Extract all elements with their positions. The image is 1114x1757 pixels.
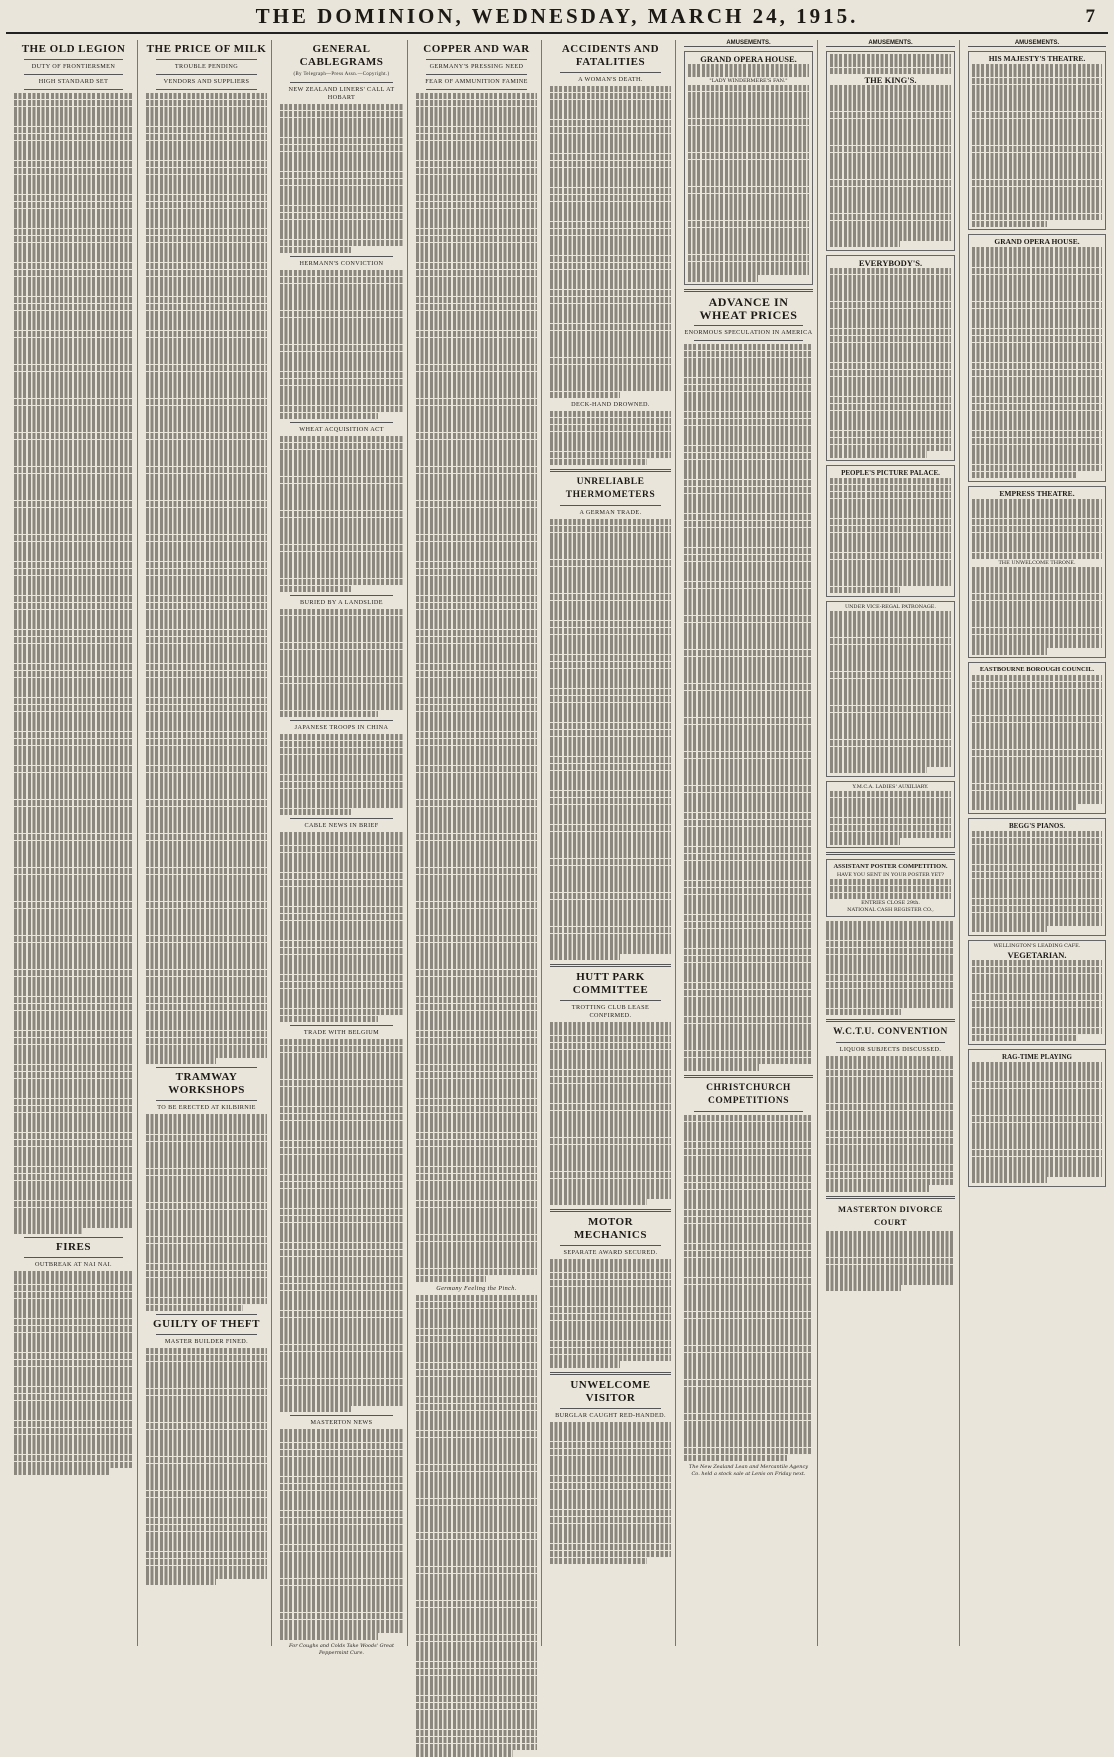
advert-his-majestys [968, 51, 1106, 230]
divider [550, 964, 671, 967]
page-number: 7 [1085, 6, 1098, 27]
divider [560, 1000, 661, 1001]
divider [426, 89, 527, 90]
article-body [146, 1348, 267, 1585]
headline-tramway: TRAMWAY WORKSHOPS [168, 1071, 245, 1097]
divider [560, 1245, 661, 1246]
article-body [550, 519, 671, 960]
divider [684, 1075, 813, 1078]
divider [156, 1067, 257, 1068]
advert-grand-opera [684, 51, 813, 285]
article-body [280, 436, 403, 592]
article-body [550, 86, 671, 398]
article-body [826, 921, 955, 1016]
advert-line: HAVE YOU SENT IN YOUR POSTER YET? [836, 872, 945, 879]
headline-hutt-park: HUTT PARK COMMITTEE [572, 971, 649, 997]
section-cable-news: CABLE NEWS IN BRIEF [304, 822, 379, 830]
column-3 [276, 40, 408, 1656]
advert-line: UNDER VICE-REGAL PATRONAGE. [844, 603, 937, 610]
subhead-liquor: LIQUOR SUBJECTS DISCUSSED. [839, 1046, 942, 1054]
article-body [550, 1022, 671, 1205]
subhead-speculation: ENORMOUS SPECULATION IN AMERICA [684, 329, 813, 336]
article-body [280, 1039, 403, 1412]
column-1 [10, 40, 138, 1646]
section-belgium: TRADE WITH BELGIUM [303, 1029, 380, 1037]
article-body [280, 609, 403, 717]
subhead-deck-hand: DECK-HAND DROWNED. [571, 401, 650, 409]
divider [156, 59, 257, 60]
masthead-title: THE DOMINION, WEDNESDAY, MARCH 24, 1915. [255, 3, 859, 28]
divider [290, 595, 393, 596]
divider [156, 1334, 257, 1335]
divider [290, 82, 393, 83]
subhead-duty: DUTY OF FRONTIERSMEN [31, 63, 116, 70]
column-8 [964, 40, 1110, 1646]
advert-heading: GRAND OPERA HOUSE. [700, 54, 797, 65]
divider [826, 852, 955, 855]
column-7 [822, 40, 960, 1646]
section-japanese-troops: JAPANESE TROOPS IN CHINA [294, 724, 389, 732]
article-body [146, 93, 267, 1064]
divider [290, 422, 393, 423]
headline-accidents: ACCIDENTS AND FATALITIES [561, 43, 660, 68]
advert-rag-time [968, 1049, 1106, 1187]
article-body [146, 1114, 267, 1311]
column-5 [546, 40, 676, 1646]
divider [24, 1237, 123, 1238]
section-landslide: BURIED BY A LANDSLIDE [300, 598, 383, 606]
stock-sale-notice: The New Zealand Lean and Mercantile Agency Co. held a stock sale at Lenis on Friday next. [688, 1463, 809, 1477]
article-body [684, 344, 813, 1071]
column-4 [412, 40, 542, 1646]
divider [24, 59, 123, 60]
advert-heading: VEGETARIAN. [1007, 949, 1067, 960]
advert-heading: EMPRESS THEATRE. [999, 488, 1075, 498]
headline-cablegrams: GENERAL CABLEGRAMS [299, 43, 384, 68]
divider [24, 1257, 123, 1258]
advert-beggs-pianos [968, 818, 1106, 936]
headline-motor-mechanics: MOTOR MECHANICS [574, 1216, 647, 1242]
section-tag-amusements: AMUSEMENTS. [684, 40, 813, 47]
article-body [550, 1259, 671, 1367]
advert-heading: ASSISTANT POSTER COMPETITION. [833, 863, 948, 871]
advert-heading: THE KING'S. [864, 74, 917, 85]
advert-line: "LADY WINDERMERE'S FAN." [709, 77, 788, 84]
subhead-womans-death: A WOMAN'S DEATH. [578, 76, 643, 83]
headline-price-of-milk: THE PRICE OF MILK [146, 43, 267, 55]
section-tag-amusements: AMUSEMENTS. [968, 40, 1106, 47]
headline-copper: COPPER AND WAR [423, 43, 530, 55]
divider [24, 89, 123, 90]
advert-heading: RAG-TIME PLAYING [1002, 1052, 1072, 1061]
advert-eastbourne [968, 662, 1106, 814]
advert-vice-regal [826, 601, 955, 777]
divider [836, 1042, 945, 1043]
article-body [550, 411, 671, 465]
divider [290, 256, 393, 257]
advert-heading: EASTBOURNE BOROUGH COUNCIL. [979, 666, 1095, 674]
article-body [280, 832, 403, 1022]
subhead-nai-nai: OUTBREAK AT NAI NAI. [35, 1261, 112, 1269]
divider [550, 1372, 671, 1375]
article-body [280, 1429, 403, 1639]
subhead-pinch: Germany Feeling the Pinch. [436, 1284, 517, 1292]
advert-peoples-picture-palace [826, 465, 955, 597]
subhead-standard: HIGH STANDARD SET [38, 78, 109, 85]
section-tag-amusements: AMUSEMENTS. [826, 40, 955, 47]
article-body [280, 104, 403, 253]
divider [684, 289, 813, 292]
divider [550, 1209, 671, 1212]
byline: (By Telegraph—Press Assn.—Copyright.) [293, 72, 390, 77]
advert-ymca [826, 781, 955, 848]
headline-wctu: W.C.T.U. CONVENTION [833, 1027, 948, 1038]
divider [550, 469, 671, 472]
masthead [6, 0, 1108, 34]
advert-poster-competition [826, 859, 955, 916]
subhead-vendors: VENDORS AND SUPPLIERS [163, 78, 250, 85]
divider [826, 1196, 955, 1199]
subhead-lease: TROTTING CLUB LEASE CONFIRMED. [571, 1004, 650, 1020]
advert-heading: EVERYBODY'S. [858, 257, 923, 268]
advert-grand-opera-house [968, 234, 1106, 481]
article-body [416, 93, 537, 1282]
advert-line: NATIONAL CASH REGISTER CO., [847, 906, 934, 913]
headline-divorce-court: MASTERTON DIVORCE COURT [838, 1203, 943, 1227]
subhead-pressing-need: GERMANY'S PRESSING NEED [429, 63, 524, 70]
article-body [280, 270, 403, 419]
subhead-famine: FEAR OF AMMUNITION FAMINE [425, 78, 528, 85]
headline-guilty: GUILTY OF THEFT [153, 1318, 260, 1331]
headline-old-legion: THE OLD LEGION [21, 43, 126, 55]
article-body [826, 1056, 955, 1191]
column-2 [142, 40, 272, 1646]
section-masterton: MASTERTON NEWS [310, 1419, 373, 1427]
advert-heading: GRAND OPERA HOUSE. [994, 237, 1080, 247]
section-hermann: HERMANN'S CONVICTION [299, 260, 384, 268]
divider [694, 325, 803, 326]
divider [156, 1314, 257, 1315]
article-body [416, 1295, 537, 1757]
advert-empress [968, 486, 1106, 659]
headline-fires: FIRES [56, 1241, 91, 1254]
article-body [280, 734, 403, 815]
article-body [14, 1271, 133, 1474]
advert-heading: PEOPLE'S PICTURE PALACE. [841, 469, 940, 478]
advert-line: WELLINGTON'S LEADING CAFE. [993, 942, 1081, 949]
headline-thermometers: UNRELIABLE THERMOMETERS [565, 477, 656, 501]
headline-unwelcome-visitor: UNWELCOME VISITOR [570, 1378, 651, 1404]
divider [290, 720, 393, 721]
article-body [550, 1422, 671, 1564]
divider [156, 1100, 257, 1101]
subhead-award: SEPARATE AWARD SECURED. [563, 1249, 658, 1257]
subhead-builder: MASTER BUILDER FINED. [164, 1338, 249, 1346]
advert-kings [826, 51, 955, 251]
advert-heading: BEGG'S PIANOS. [1008, 821, 1065, 830]
divider [694, 340, 803, 341]
subhead-trouble: TROUBLE PENDING [174, 63, 239, 70]
headline-wheat-prices: ADVANCE IN WHEAT PRICES [699, 295, 798, 322]
divider [24, 74, 123, 75]
divider [290, 1025, 393, 1026]
divider [426, 74, 527, 75]
divider [290, 1415, 393, 1416]
subhead-burglar: BURGLAR CAUGHT RED-HANDED. [555, 1411, 666, 1419]
subhead-german-trade: A GERMAN TRADE. [579, 509, 642, 517]
advert-line: THE UNWELCOME THRONE. [998, 559, 1076, 566]
divider [426, 59, 527, 60]
subhead-kilbirnie: TO BE ERECTED AT KILBIRNIE [157, 1104, 256, 1112]
advert-heading: HIS MAJESTY'S THEATRE. [988, 54, 1086, 64]
advert-line: ENTRIES CLOSE 29th. [861, 899, 920, 906]
divider [156, 89, 257, 90]
divider [826, 1019, 955, 1022]
advert-woods-cure: For Coughs and Colds Take Woods' Great Peppermint Cure. [289, 1642, 394, 1656]
advert-vegetarian-cafe [968, 940, 1106, 1045]
divider [290, 818, 393, 819]
headline-christchurch: CHRISTCHURCH COMPETITIONS [706, 1082, 791, 1106]
article-body [14, 93, 133, 1234]
columns [6, 34, 1108, 1656]
advert-line: Y.M.C.A. LADIES' AUXILIARY. [852, 783, 929, 790]
section-liners: NEW ZEALAND LINERS' CALL AT HOBART [288, 86, 395, 101]
divider [694, 1111, 803, 1112]
divider [156, 74, 257, 75]
section-wheat-act: WHEAT ACQUISITION ACT [299, 426, 384, 434]
article-body [684, 1115, 813, 1461]
advert-everybodys [826, 255, 955, 461]
article-body [826, 1231, 955, 1292]
divider [560, 505, 661, 506]
column-6 [680, 40, 818, 1646]
divider [560, 1408, 661, 1409]
divider [560, 72, 661, 73]
